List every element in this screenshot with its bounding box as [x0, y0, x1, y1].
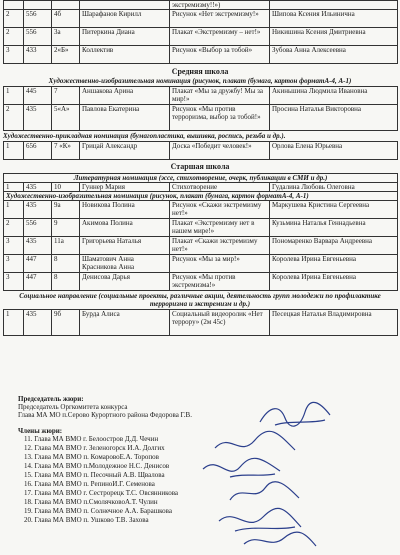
table-row: 2 556 9 Акимова Полина Плакат «Экстремизму нет в нашем мире!» Кузьмина Наталья Геннадьевна: [4, 218, 398, 236]
jury-chair-heading: Председатель жюри:: [18, 395, 84, 403]
list-item: 17. Глава МА ВМО г. Сестрорецк Т.С. Овсянникова: [24, 489, 179, 498]
signature-member: [225, 480, 305, 506]
nomination-row: Художественно-изобразительная номинация (рисунок, плакат (бумага, картон форматА-4, А-1): [4, 191, 398, 200]
list-item: 15. Глава МА ВМО п. Песочный А.В. Щвалова: [24, 471, 165, 480]
table-row: 3 447 8 Шаматович Анна Красникова Анна Рисунок «Мы за мир!» Королева Ирина Евгеньевна: [4, 254, 398, 272]
nomination-heading: Художественно-прикладная номинация (бумагопластика, вышивка, роспись, резьба и др.).: [3, 132, 286, 141]
middle-applied-table: [3, 141, 398, 160]
table-row: 2 435 5«А» Павлова Екатерина Рисунок «Мы против терроризма, выбор за тобой!» Просина Наталья Викторовна: [4, 105, 398, 131]
list-item: 13. Глава МА ВМО п. КомаровоЕ.А. Торопов: [24, 453, 159, 462]
senior-results-table: [3, 173, 398, 291]
table-row: 2 556 4б Шарафанов Кирилл Рисунок «Нет экстремизму!» Шипова Ксения Ильинична: [4, 10, 398, 28]
table-row: 3 435 11а Григорьева Наталья Плакат «Скажи экстремизму нет!» Пономаренко Варвара Андреевна: [4, 236, 398, 254]
table-row: 3 433 2«Б» Коллектив Рисунок «Выбор за тобой» Зубова Анна Алексеевна: [4, 46, 398, 64]
table-row: 1 435 10 Гуннер Мария Стихотворение Гудалина Любовь Олеговна: [4, 182, 398, 191]
table-row: 2 556 3а Питеркина Диана Плакат «Экстремизму – нет!» Никишина Ксения Дмитриевна: [4, 28, 398, 46]
signature-member: [240, 530, 320, 552]
list-item: 14. Глава МА ВМО п.Молодежное Н.С. Денисов: [24, 462, 170, 471]
list-item: 11. Глава МА ВМО г. Белоостров Д.Д. Чечин: [24, 435, 159, 444]
jury-chair-name: Глава МА МО п.Серово Курортного района Федорова Г.В.: [18, 411, 192, 420]
list-item: 19. Глава МА ВМО п. Солнечное А.А. Барашкова: [24, 507, 172, 516]
table-row: 1 435 9б Бурда Алиса Социальный видеоролик «Нет террору» (2м 45с) Песецкая Наталья Владимировна: [4, 309, 398, 335]
nomination-heading: Художественно-изобразительная номинация (рисунок, плакат (бумага, картон форматА-4, А-1): [48, 77, 352, 86]
table-row: экстремизму!!»): [4, 1, 398, 10]
list-item: 20. Глава МА ВМО п. Ушково Т.В. Захова: [24, 516, 149, 525]
nomination-row: Литературная номинация (эссе, стихотворение, очерк, публикации в СМИ и др.): [4, 173, 398, 182]
list-item: 18. Глава МА ВМО п.СмолячковоА.Т. Чулин: [24, 498, 158, 507]
jury-block: [18, 395, 192, 525]
table-row: 1 656 7 «К» Грицай Александр Доска «Победит человек!» Орлова Елена Юрьевна: [4, 142, 398, 160]
senior-school-heading: Старшая школа: [170, 162, 230, 172]
list-item: 16. Глава МА ВМО п. РепиноИ.Г. Семенова: [24, 480, 155, 489]
table-row: 1 435 9а Новикова Полина Рисунок «Скажи экстремизму нет!» Маркушева Кристина Сергеевна: [4, 200, 398, 218]
table-row: 1 445 7 Аншакова Арина Плакат «Мы за дружбу! Мы за мир!» Акиньшина Людмила Ивановна: [4, 87, 398, 105]
signature-member: [200, 455, 290, 483]
senior-social-table: [3, 309, 398, 336]
jury-chair-role: Председатель Оргкомитета конкурса: [18, 403, 128, 412]
table-row: 3 447 8 Денисова Дарья Рисунок «Мы против экстремизма!» Королева Ирина Евгеньевна: [4, 272, 398, 290]
middle-art-table: [3, 86, 398, 131]
list-item: 12. Глава МА ВМО г. Зеленогорск И.А. Долгих: [24, 444, 165, 453]
jury-members-heading: Члены жюри:: [18, 427, 63, 436]
nomination-heading: Социальное направление (социальные проекты, различные акции, деятельность групп молодежи по профилактике терроризма и экстремизм и др.): [19, 291, 381, 308]
middle-school-heading: Средняя школа: [171, 67, 229, 77]
signature-chair: [255, 400, 335, 430]
junior-results-table: [3, 0, 398, 64]
jury-members-list: [24, 435, 192, 525]
